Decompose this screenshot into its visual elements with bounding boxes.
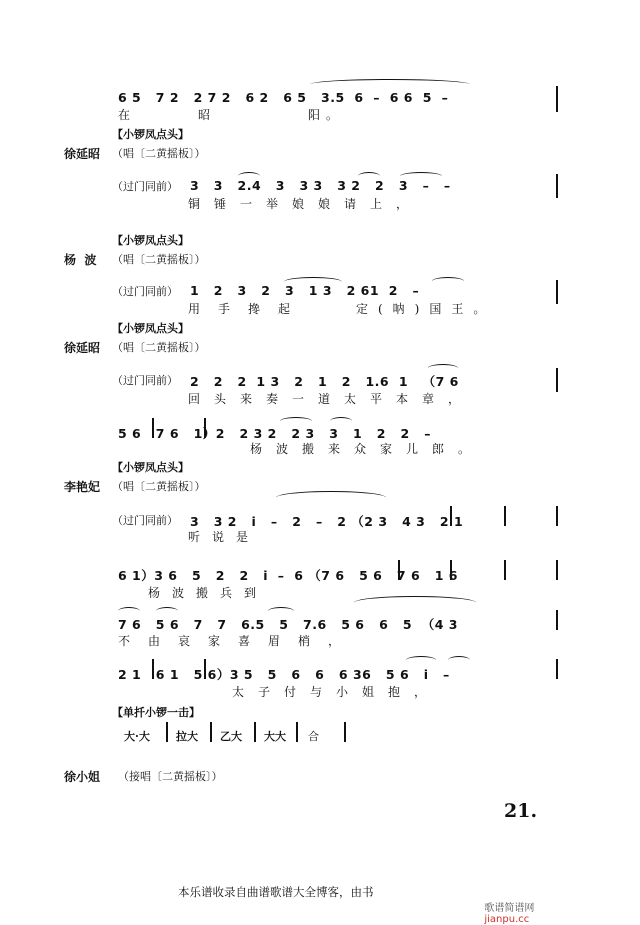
page-number: 21. (504, 800, 538, 822)
barline (450, 560, 452, 580)
prelude-note: （过门同前） (112, 514, 178, 527)
slur (448, 656, 470, 663)
slur (428, 364, 458, 371)
slur (276, 491, 386, 502)
role-name: 杨 波 (64, 253, 97, 267)
notation-line: 5 6 7 6 1）2 2 3 2 2 3 3 1 2 2 – (118, 426, 431, 441)
lyric: 杨波搬来众家儿郎。 (250, 442, 485, 456)
slur (432, 277, 464, 284)
barline (556, 506, 558, 526)
percussion-beat: 合 (308, 730, 319, 743)
slur (330, 417, 352, 424)
slur (354, 596, 476, 607)
notation-line: 2 2 2 1 3 2 1 2 1.6 1 （7 6 (190, 374, 459, 389)
lyric: 用手搀起 (188, 302, 309, 316)
barline (166, 722, 168, 742)
lyric: 杨波搬兵到 (148, 586, 269, 600)
slur (280, 417, 312, 424)
lyric: 回头来奏一道太平本章， (188, 392, 475, 406)
tempo-marking: （唱〔二黄摇板〕） (112, 253, 206, 266)
notation-line: 3 3 2 i – 2 – 2 （2 3 4 3 2 1 (190, 514, 464, 529)
percussion-beat: 大·大 (124, 730, 150, 743)
slur (358, 172, 380, 179)
tempo-marking: （唱〔二黄摇板〕） (112, 480, 206, 493)
prelude-note: （过门同前） (112, 374, 178, 387)
barline (556, 610, 558, 630)
slur (284, 277, 342, 285)
notation-line: 3 3 2.4 3 3 3 3 2 2 3 – – (190, 178, 451, 193)
lyric: 定(呐)国王。 (356, 302, 496, 316)
percussion-cue: 【小锣凤点头】 (112, 128, 189, 141)
lyric: 铜锤一举娘娘请上， (188, 197, 423, 211)
lyric: 昭 (198, 108, 217, 122)
lyric: 阳。 (308, 108, 345, 122)
barline (204, 418, 206, 438)
slur (310, 79, 470, 88)
slur (238, 172, 260, 179)
notation-line: 7 6 5 6 7 7 6.5 5 7.6 5 6 6 5 （4 3 (118, 617, 458, 632)
lyric: 听说是 (188, 530, 261, 544)
brand-name: 歌谱简谱网 (484, 903, 535, 914)
percussion-cue: 【小锣凤点头】 (112, 234, 189, 247)
slur (156, 607, 178, 614)
slur (118, 607, 140, 614)
percussion-cue: 【小锣凤点头】 (112, 322, 189, 335)
tempo-marking: （唱〔二黄摇板〕） (112, 341, 206, 354)
notation-line: 1 2 3 2 3 1 3 2 61 2 – (190, 283, 420, 298)
slur (400, 172, 442, 179)
barline (556, 560, 558, 580)
barline (556, 280, 558, 304)
notation-line: 6 1）3 6 5 2 2 i – 6 （7 6 5 6 7 6 1 6 (118, 568, 458, 583)
percussion-beat: 大大 (264, 730, 286, 743)
barline (210, 722, 212, 742)
slur (406, 656, 436, 663)
tempo-marking: （唱〔二黄摇板〕） (112, 147, 206, 160)
footer-text: 本乐谱收录自曲谱歌谱大全博客，由书 (178, 885, 374, 899)
barline (204, 659, 206, 679)
barline (398, 560, 400, 580)
barline (556, 86, 558, 112)
lyric: 不由哀家喜眉梢， (118, 634, 359, 648)
barline (450, 506, 452, 526)
prelude-note: （过门同前） (112, 180, 178, 193)
slur (268, 607, 294, 614)
percussion-beat: 拉大 (176, 730, 198, 743)
barline (152, 659, 154, 679)
barline (556, 659, 558, 679)
lyric: 太子付与小姐抱， (232, 685, 441, 699)
role-name: 徐延昭 (64, 147, 101, 161)
barline (504, 506, 506, 526)
watermark-brand[interactable] (478, 888, 534, 925)
barline (504, 560, 506, 580)
barline (556, 368, 558, 392)
brand-domain: jianpu.cc (484, 914, 530, 925)
percussion-cue: 【单扦小锣一击】 (112, 706, 200, 719)
role-name: 李艳妃 (64, 480, 101, 494)
role-name: 徐延昭 (64, 341, 101, 355)
notation-line: 2 1 6 1 5 6）3 5 5 6 6 6 36 5 6 i – (118, 667, 450, 682)
role-name: 徐小姐 (64, 770, 101, 784)
barline (254, 722, 256, 742)
notation-line: 6 5 7 2 2 7 2 6 2 6 5 3.5 6 – 6 6 5 – (118, 90, 449, 105)
prelude-note: （过门同前） (112, 285, 178, 298)
percussion-cue: 【小锣凤点头】 (112, 461, 189, 474)
barline (296, 722, 298, 742)
tempo-marking: （接唱〔二黄摇板〕） (118, 770, 223, 783)
percussion-beat: 乙大 (220, 730, 242, 743)
barline (344, 722, 346, 742)
lyric: 在 (118, 108, 137, 122)
barline (152, 418, 154, 438)
barline (556, 174, 558, 198)
